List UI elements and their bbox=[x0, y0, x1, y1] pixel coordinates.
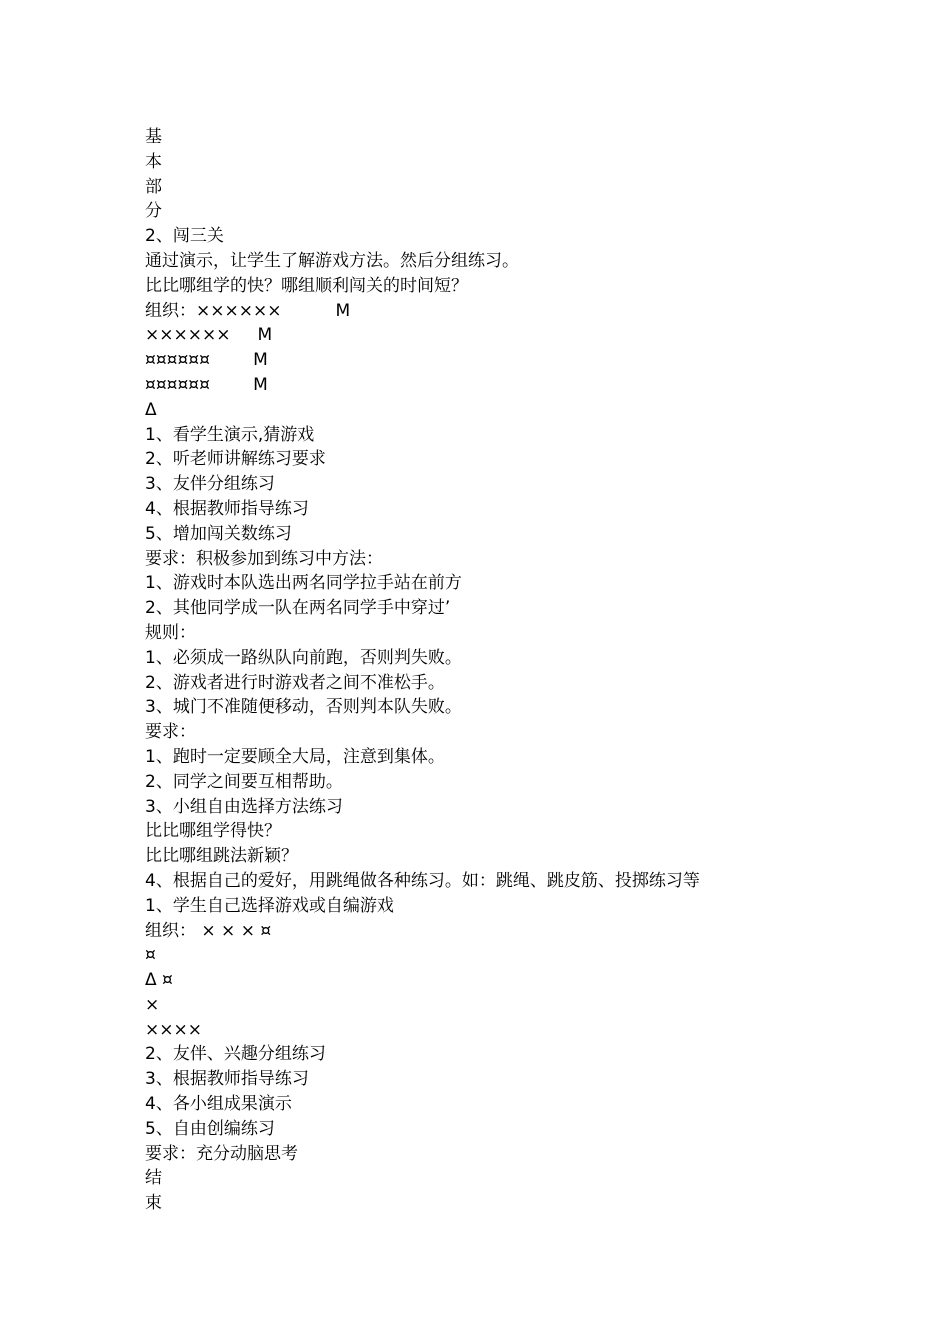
text-line: × bbox=[145, 994, 160, 1015]
text-line: 要求： bbox=[145, 722, 196, 743]
text-line: 4、根据教师指导练习 bbox=[145, 498, 309, 519]
text-line: ×××× bbox=[145, 1019, 202, 1040]
text-line: 比比哪组跳法新颖？ bbox=[145, 846, 298, 867]
text-line: 基 bbox=[145, 127, 162, 147]
text-line: 通过演示，让学生了解游戏方法。然后分组练习。 bbox=[145, 250, 519, 271]
text-line: 5、自由创编练习 bbox=[145, 1118, 275, 1139]
text-line: 要求：充分动脑思考 bbox=[145, 1143, 298, 1164]
text-line: 规则： bbox=[145, 622, 196, 643]
text-line: ×××××× M bbox=[145, 325, 273, 346]
text-line: 分 bbox=[145, 201, 162, 222]
text-line: 3、友伴分组练习 bbox=[145, 474, 275, 495]
text-line: 5、增加闯关数练习 bbox=[145, 523, 292, 544]
text-line: 部 bbox=[145, 176, 162, 197]
text-line: 1、跑时一定要顾全大局，注意到集体。 bbox=[145, 746, 445, 767]
text-line: 3、小组自由选择方法练习 bbox=[145, 796, 343, 817]
text-line: ¤ bbox=[145, 945, 156, 966]
text-line: 要求：积极参加到练习中方法： bbox=[145, 548, 383, 569]
text-line: Δ ¤ bbox=[145, 970, 173, 991]
text-line: 2、同学之间要互相帮助。 bbox=[145, 771, 343, 792]
text-line: 4、各小组成果演示 bbox=[145, 1094, 292, 1115]
text-line: 2、友伴、兴趣分组练习 bbox=[145, 1044, 326, 1065]
text-line: 2、听老师讲解练习要求 bbox=[145, 449, 326, 470]
text-line: 1、看学生演示,猜游戏 bbox=[145, 424, 315, 445]
text-line: 组织：×××××× M bbox=[145, 300, 351, 321]
text-line: 1、学生自己选择游戏或自编游戏 bbox=[145, 895, 394, 916]
text-line: 3、根据教师指导练习 bbox=[145, 1069, 309, 1090]
text-line: 4、根据自己的爱好，用跳绳做各种练习。如：跳绳、跳皮筋、投掷练习等 bbox=[145, 870, 700, 891]
text-line: 2、游戏者进行时游戏者之间不准松手。 bbox=[145, 672, 445, 693]
document-body bbox=[145, 125, 905, 1216]
text-line: 1、游戏时本队选出两名同学拉手站在前方 bbox=[145, 573, 462, 594]
text-line: Δ bbox=[145, 399, 157, 420]
text-line: 2、其他同学成一队在两名同学手中穿过’ bbox=[145, 598, 451, 619]
text-line: 组织： × × × ¤ bbox=[145, 920, 272, 941]
text-line: ¤¤¤¤¤¤ M bbox=[145, 374, 268, 395]
text-line: 2、闯三关 bbox=[145, 226, 224, 247]
text-line: 1、必须成一路纵队向前跑，否则判失败。 bbox=[145, 647, 462, 668]
text-line: 本 bbox=[145, 151, 162, 172]
text-line: ¤¤¤¤¤¤ M bbox=[145, 350, 268, 371]
text-line: 3、城门不准随便移动，否则判本队失败。 bbox=[145, 697, 462, 718]
text-line: 比比哪组学得快？ bbox=[145, 821, 281, 842]
text-line: 束 bbox=[145, 1193, 162, 1214]
text-line: 比比哪组学的快？哪组顺利闯关的时间短？ bbox=[145, 275, 468, 296]
text-line: 结 bbox=[145, 1168, 162, 1189]
